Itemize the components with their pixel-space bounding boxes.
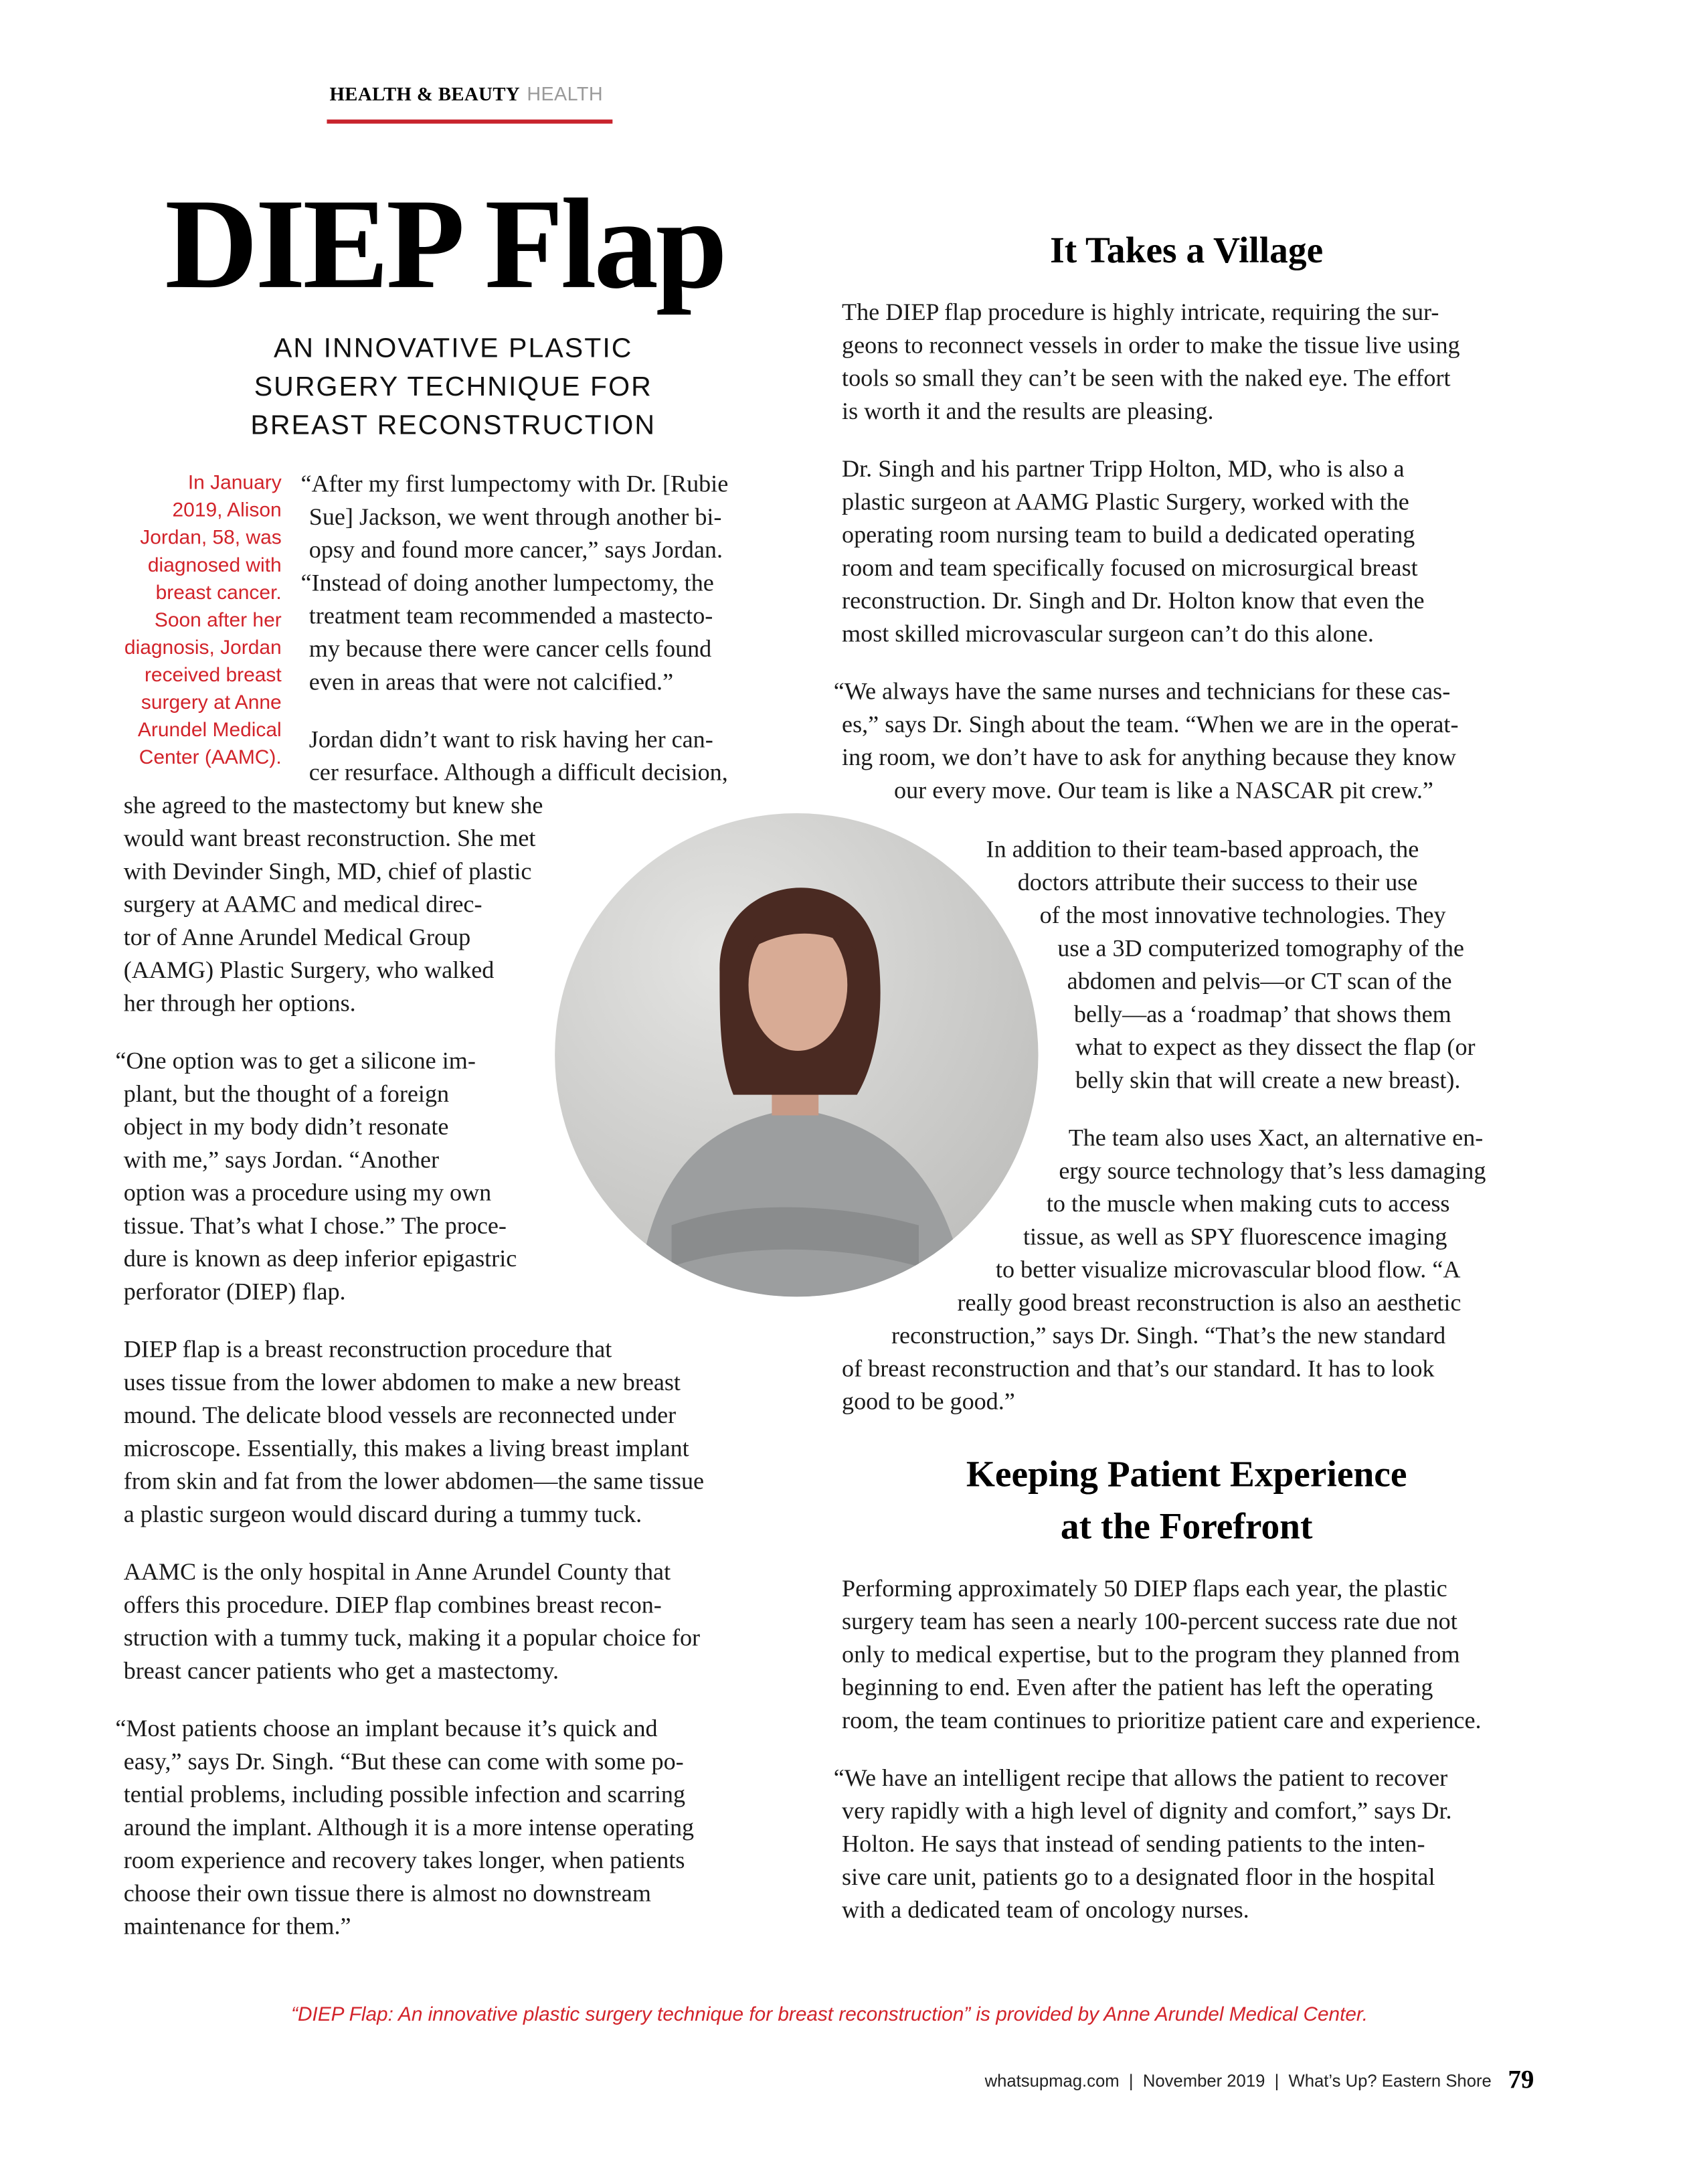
body-text-line: she agreed to the mastectomy but knew she	[123, 791, 543, 819]
body-text-line: from skin and fat from the lower abdomen—the same tissue	[123, 1466, 705, 1495]
woman-portrait-image	[555, 813, 1038, 1296]
body-text-line: geons to reconnect vessels in order to make the tissue live using	[842, 331, 1460, 359]
body-text-line: Sue] Jackson, we went through another bi-	[308, 503, 722, 531]
body-text-line: (AAMG) Plastic Surgery, who walked	[123, 956, 495, 984]
body-text-line: even in areas that were not calcified.”	[308, 667, 674, 695]
body-text-line: room experience and recovery takes longer, when patients	[123, 1846, 685, 1874]
body-text-line: mound. The delicate blood vessels are reconnected under	[123, 1401, 677, 1429]
body-text-line: dure is known as deep inferior epigastric	[123, 1244, 517, 1272]
body-text-line: tools so small they can’t be seen with the naked eye. The effort	[842, 363, 1451, 392]
body-text-line: use a 3D computerized tomography of the	[1057, 934, 1464, 962]
body-text-line: plastic surgeon at AAMG Plastic Surgery, worked with the	[842, 487, 1409, 515]
body-text-line: tor of Anne Arundel Medical Group	[123, 923, 471, 951]
body-text-line: to the muscle when making cuts to access	[1046, 1189, 1450, 1217]
body-text-line: room and team specifically focused on microsurgical breast	[842, 554, 1418, 582]
section-name: HEALTH & BEAUTY	[329, 85, 521, 106]
body-text-line: “We have an intelligent recipe that allows the patient to recover	[833, 1764, 1448, 1792]
body-text-line: around the implant. Although it is a more intense operating	[123, 1813, 695, 1841]
body-text-line: ing room, we don’t have to ask for anything because they know	[842, 743, 1456, 771]
portrait-photo	[555, 813, 1038, 1296]
body-text-line: choose their own tissue there is almost no downstream	[123, 1879, 651, 1907]
subtitle-line: BREAST RECONSTRUCTION	[250, 410, 656, 441]
body-text-line: cer resurface. Although a difficult decision,	[308, 758, 728, 786]
body-text-line: Performing approximately 50 DIEP flaps each year, the plastic	[842, 1574, 1447, 1602]
body-text-line: es,” says Dr. Singh about the team. “When we are in the operat-	[842, 710, 1459, 738]
body-text-line: Dr. Singh and his partner Tripp Holton, MD, who is also a	[842, 454, 1405, 483]
body-text-line: Jordan didn’t want to risk having her can-	[308, 725, 713, 753]
body-text-line: really good breast reconstruction is also an aesthetic	[957, 1288, 1462, 1317]
body-text-line: “Instead of doing another lumpectomy, the	[300, 568, 714, 596]
sidenote-line: diagnosis, Jordan	[124, 637, 282, 660]
body-text-line: very rapidly with a high level of dignity and comfort,” says Dr.	[842, 1796, 1452, 1825]
article-credit: “DIEP Flap: An innovative plastic surgery technique for breast reconstruction” is provided by Anne Arundel Medical Center.	[291, 2004, 1368, 2027]
body-text-line: plant, but the thought of a foreign	[123, 1080, 450, 1108]
body-text-line: our every move. Our team is like a NASCAR pit crew.”	[894, 776, 1433, 804]
body-text-line: The team also uses Xact, an alternative en-	[1068, 1123, 1484, 1151]
heading-patient-experience-2: at the Forefront	[1060, 1505, 1313, 1547]
body-text-line: a plastic surgeon would discard during a tummy tuck.	[123, 1500, 642, 1528]
body-text-line: microscope. Essentially, this makes a living breast implant	[123, 1434, 689, 1462]
body-text-line: to better visualize microvascular blood flow. “A	[995, 1255, 1461, 1283]
sidenote-line: diagnosed with	[147, 555, 282, 577]
subsection-name: HEALTH	[527, 82, 604, 104]
body-text-line: tissue, as well as SPY fluorescence imaging	[1023, 1222, 1447, 1250]
body-text-line: The DIEP flap procedure is highly intricate, requiring the sur-	[842, 298, 1439, 326]
body-text-line: most skilled microvascular surgeon can’t do this alone.	[842, 619, 1374, 647]
sidenote-line: Jordan, 58, was	[140, 527, 282, 550]
body-text-line: In addition to their team-based approach, the	[986, 835, 1419, 863]
body-text-line: reconstruction. Dr. Singh and Dr. Holton know that even the	[842, 586, 1425, 614]
body-text-line: uses tissue from the lower abdomen to make a new breast	[123, 1368, 681, 1396]
body-text-line: sive care unit, patients go to a designated floor in the hospital	[842, 1862, 1435, 1890]
body-text-line: abdomen and pelvis—or CT scan of the	[1067, 967, 1452, 995]
sidenote-line: 2019, Alison	[172, 500, 282, 522]
body-text-line: belly—as a ‘roadmap’ that shows them	[1073, 1000, 1451, 1028]
body-text-line: option was a procedure using my own	[123, 1178, 492, 1206]
body-text-line: good to be good.”	[842, 1387, 1015, 1415]
body-text-line: “We always have the same nurses and technicians for these cas-	[833, 677, 1451, 705]
body-text-line: “Most patients choose an implant because it’s quick and	[115, 1714, 658, 1742]
body-text-line: surgery at AAMC and medical direc-	[123, 890, 482, 918]
sidenote-line: Arundel Medical	[137, 720, 282, 742]
body-text-line: beginning to end. Even after the patient has left the operating	[842, 1673, 1433, 1701]
body-text-line: my because there were cancer cells found	[308, 635, 712, 663]
body-text-line: reconstruction,” says Dr. Singh. “That’s the new standard	[891, 1321, 1446, 1349]
sidenote	[82, 470, 282, 772]
heading-patient-experience-1: Keeping Patient Experience	[966, 1453, 1407, 1495]
body-text-line: AAMC is the only hospital in Anne Arundel County that	[123, 1558, 671, 1586]
body-text-line: Holton. He says that instead of sending patients to the inten-	[842, 1829, 1425, 1857]
body-text-line: object in my body didn’t resonate	[123, 1112, 449, 1141]
section-rule	[327, 120, 612, 124]
article-subtitle	[247, 330, 659, 445]
body-text-line: would want breast reconstruction. She met	[123, 824, 536, 852]
body-text-line: operating room nursing team to build a dedicated operating	[842, 520, 1415, 548]
sidenote-line: received breast	[144, 665, 282, 687]
body-text-line: tissue. That’s what I chose.” The proce-	[123, 1211, 507, 1240]
body-text-line: “One option was to get a silicone im-	[115, 1046, 476, 1074]
body-text-line: with Devinder Singh, MD, chief of plastic	[123, 857, 532, 885]
footer-info: whatsupmag.com | November 2019 | What’s Up? Eastern Shore	[984, 2071, 1492, 2091]
body-text-line: breast cancer patients who get a mastectomy.	[123, 1657, 559, 1685]
body-text-line: of breast reconstruction and that’s our standard. It has to look	[842, 1354, 1435, 1382]
body-text-line: DIEP flap is a breast reconstruction procedure that	[123, 1335, 612, 1363]
sidenote-line: In January	[187, 472, 282, 495]
body-text-line: easy,” says Dr. Singh. “But these can come with some po-	[123, 1747, 684, 1775]
body-text-line: surgery team has seen a nearly 100-percent success rate due not	[842, 1607, 1457, 1635]
body-text-line: tential problems, including possible infection and scarring	[123, 1780, 686, 1808]
body-text-line: maintenance for them.”	[123, 1912, 351, 1940]
body-text-line: offers this procedure. DIEP flap combines breast recon-	[123, 1590, 662, 1618]
body-text-line: what to expect as they dissect the flap (or	[1075, 1033, 1476, 1061]
section-label	[330, 82, 603, 107]
body-text-line: with me,” says Jordan. “Another	[123, 1145, 439, 1173]
body-text-line: ergy source technology that’s less damaging	[1059, 1157, 1486, 1185]
subtitle-line: AN INNOVATIVE PLASTIC	[273, 333, 633, 364]
body-text-line: with a dedicated team of oncology nurses.	[842, 1896, 1249, 1924]
sidenote-line: Center (AAMC).	[139, 747, 282, 770]
body-text-line: is worth it and the results are pleasing.	[842, 397, 1214, 425]
article-title: DIEP Flap	[165, 173, 725, 317]
page-number: 79	[1508, 2066, 1534, 2095]
body-text-line: “After my first lumpectomy with Dr. [Rubie	[300, 469, 729, 497]
body-text-line: of the most innovative technologies. They	[1039, 901, 1446, 929]
body-text-line: belly skin that will create a new breast).	[1075, 1066, 1461, 1094]
body-text-line: opsy and found more cancer,” says Jordan.	[308, 535, 723, 564]
sidenote-line: Soon after her	[154, 610, 282, 633]
body-text-line: perforator (DIEP) flap.	[123, 1277, 346, 1305]
sidenote-line: surgery at Anne	[141, 692, 282, 715]
body-text-line: struction with a tummy tuck, making it a popular choice for	[123, 1623, 701, 1651]
body-text-line: her through her options.	[123, 989, 356, 1017]
body-text-line: doctors attribute their success to their use	[1017, 868, 1418, 896]
body-text-line: room, the team continues to prioritize patient care and experience.	[842, 1705, 1482, 1734]
sidenote-line: breast cancer.	[155, 582, 282, 605]
subtitle-line: SURGERY TECHNIQUE FOR	[254, 372, 652, 403]
body-text-line: treatment team recommended a mastecto-	[308, 601, 713, 629]
heading-it-takes-a-village: It Takes a Village	[1050, 229, 1324, 271]
body-text-line: only to medical expertise, but to the program they planned from	[842, 1640, 1460, 1668]
